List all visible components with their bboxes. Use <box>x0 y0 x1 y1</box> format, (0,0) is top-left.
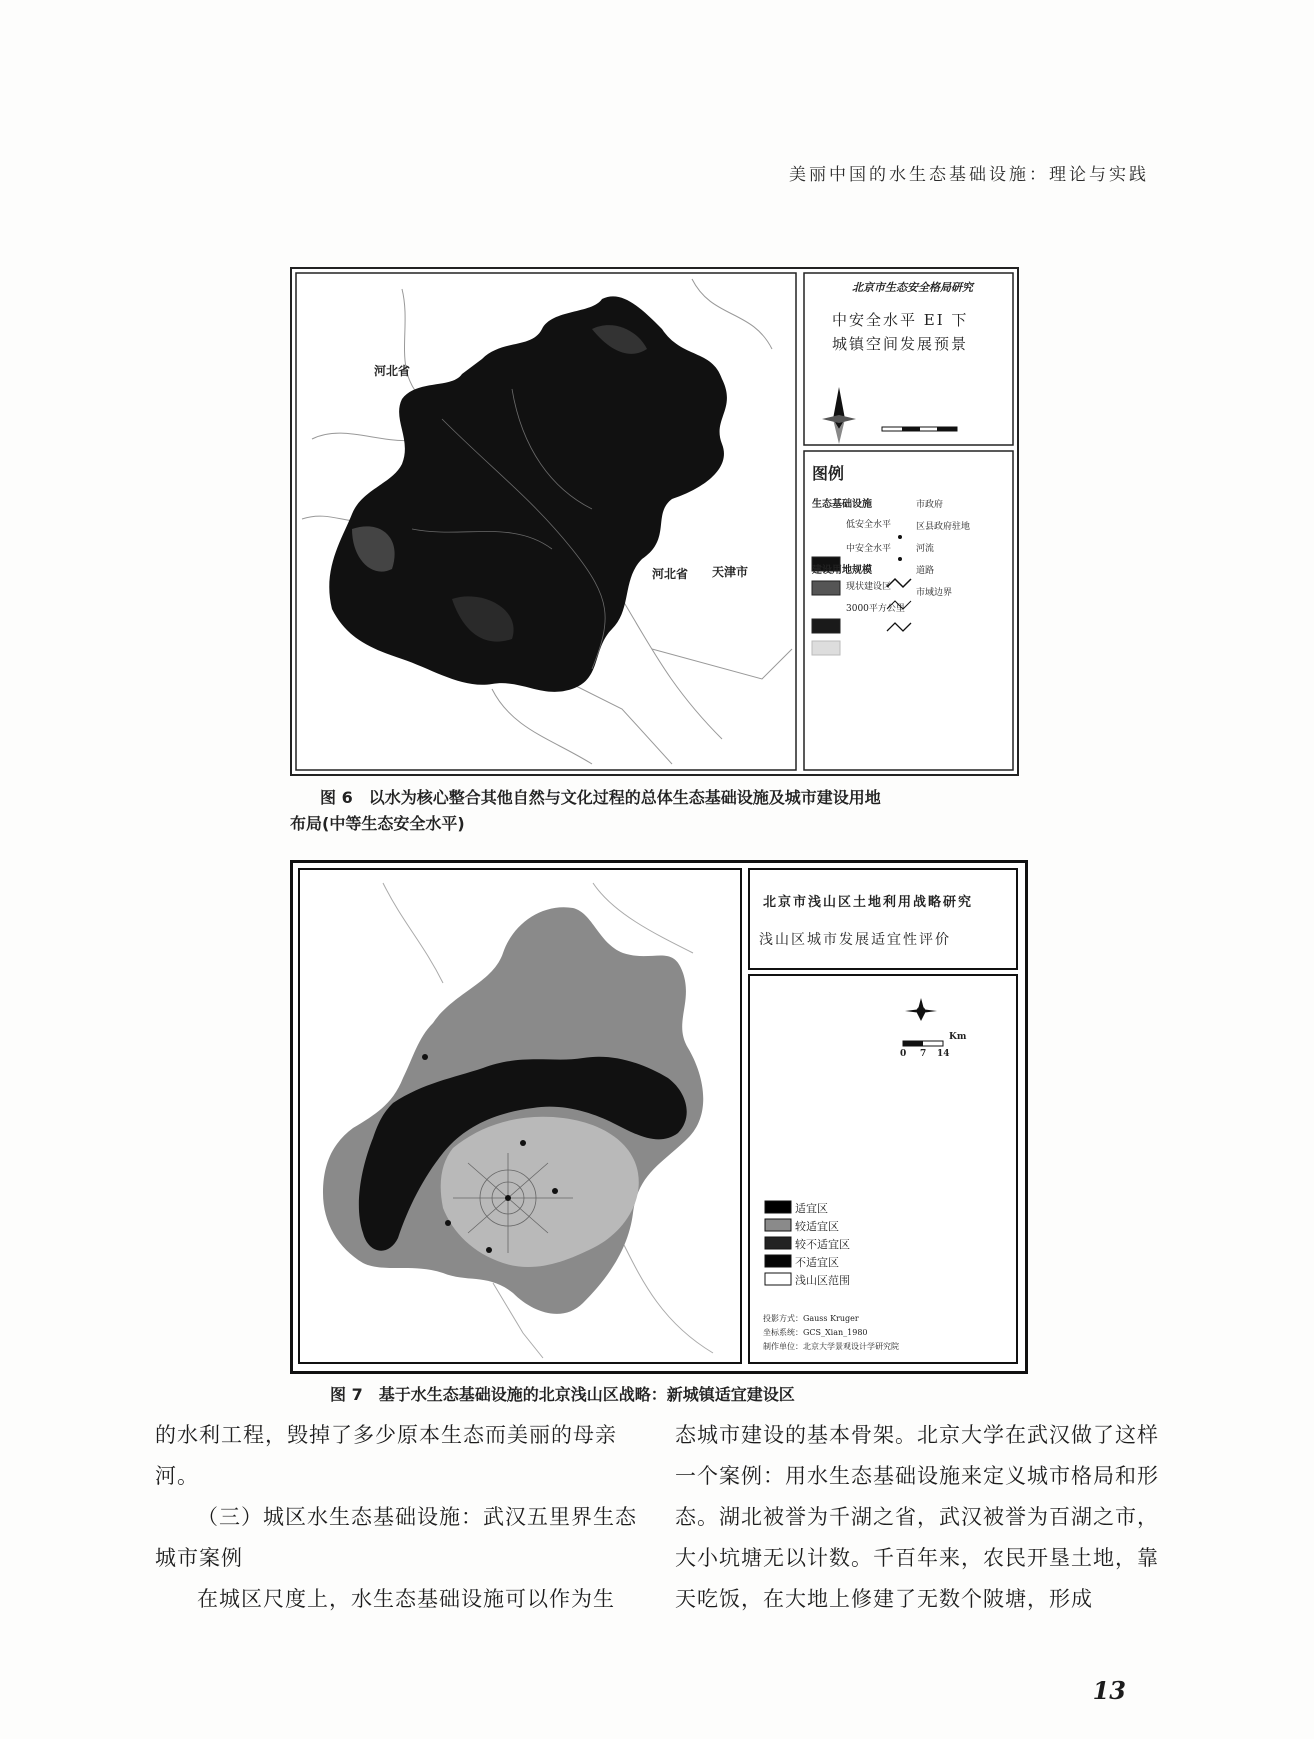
fig6-panel-title-line2: 城镇空间发展预景 <box>832 335 969 353</box>
fig7-panel-title: 浅山区城市发展适宜性评价 <box>759 932 951 948</box>
section-heading: （三）城区水生态基础设施：武汉五里界生态城市案例 <box>155 1505 637 1570</box>
body-right-column <box>675 1415 1165 1620</box>
fig6-legend-title: 图例 <box>812 464 845 483</box>
fig6-legend-item6: 区县政府驻地 <box>916 522 971 532</box>
fig6-legend-item1: 低安全水平 <box>846 520 892 530</box>
map-label-hebei-southeast: 河北省 <box>652 567 689 581</box>
scale-bar <box>903 1041 943 1046</box>
body-left-paragraph-1: 的水利工程，毁掉了多少原本生态而美丽的母亲河。 <box>155 1423 617 1488</box>
map-label-tianjin: 天津市 <box>712 565 749 579</box>
fig6-legend-item4: 3000平方公里 <box>846 604 905 614</box>
fig7-scale-0: 0 <box>900 1049 907 1059</box>
fig6-legend-item5: 市政府 <box>916 500 944 510</box>
figure-6-caption-line1: 图 6 以水为核心整合其他自然与文化过程的总体生态基础设施及城市建设用地 <box>320 788 881 807</box>
fig7-meta-coordinate: 坐标系统：GCS_Xian_1980 <box>763 1328 868 1337</box>
figure-6-caption-line2: 布局(中等生态安全水平) <box>290 814 465 833</box>
map-label-hebei-northwest: 河北省 <box>374 364 411 378</box>
running-header: 美丽中国的水生态基础设施：理论与实践 <box>789 165 1149 185</box>
fig7-scale-unit: Km <box>949 1032 967 1042</box>
body-left-paragraph-2: 在城区尺度上，水生态基础设施可以作为生 <box>197 1587 615 1611</box>
figure-7-caption: 图 7 基于水生态基础设施的北京浅山区战略：新城镇适宜建设区 <box>330 1385 795 1404</box>
fig7-legend-item-less-suitable: 较不适宜区 <box>795 1238 850 1251</box>
fig6-legend-item2: 中安全水平 <box>846 544 892 554</box>
fig6-legend-group1: 生态基础设施 <box>812 499 872 510</box>
fig6-panel-series: 北京市生态安全格局研究 <box>852 281 973 294</box>
fig7-legend-item-suitable: 适宜区 <box>795 1202 828 1215</box>
figure-6 <box>290 267 1019 776</box>
fig6-legend-item9: 市域边界 <box>916 588 953 598</box>
fig6-panel-title-line1: 中安全水平 EI 下 <box>832 311 969 329</box>
fig7-meta-projection: 投影方式：Gauss Kruger <box>763 1314 859 1323</box>
fig6-legend-item3: 现状建设区 <box>846 582 892 592</box>
scale-bar <box>882 427 957 431</box>
page-number: 13 <box>1092 1676 1126 1705</box>
fig7-scale-14: 14 <box>937 1049 950 1059</box>
fig7-scale-7: 7 <box>920 1049 927 1059</box>
fig6-legend-group2: 建设用地规模 <box>812 565 872 576</box>
fig7-legend-item-fairly-suitable: 较适宜区 <box>795 1220 839 1233</box>
fig7-meta-producer: 制作单位：北京大学景观设计学研究院 <box>763 1342 899 1351</box>
fig7-legend-item-shallow-mountain: 浅山区范围 <box>795 1274 850 1287</box>
fig6-legend-item8: 道路 <box>916 566 935 576</box>
fig6-legend-item7: 河流 <box>916 544 935 554</box>
fig7-legend-item-unsuitable: 不适宜区 <box>795 1256 839 1269</box>
body-right-paragraph-1: 态城市建设的基本骨架。北京大学在武汉做了这样一个案例：用水生态基础设施来定义城市格局和形态。湖北被誉为千湖之省，武汉被誉为百湖之市，大小坑塘无以计数。千百年来，农民开垦土地，靠天吃饭，在大地上修建了无数个陂塘，形成 <box>675 1423 1159 1611</box>
fig7-panel-series: 北京市浅山区土地利用战略研究 <box>763 895 974 910</box>
body-left-column <box>155 1415 645 1620</box>
figure-7 <box>290 860 1028 1374</box>
